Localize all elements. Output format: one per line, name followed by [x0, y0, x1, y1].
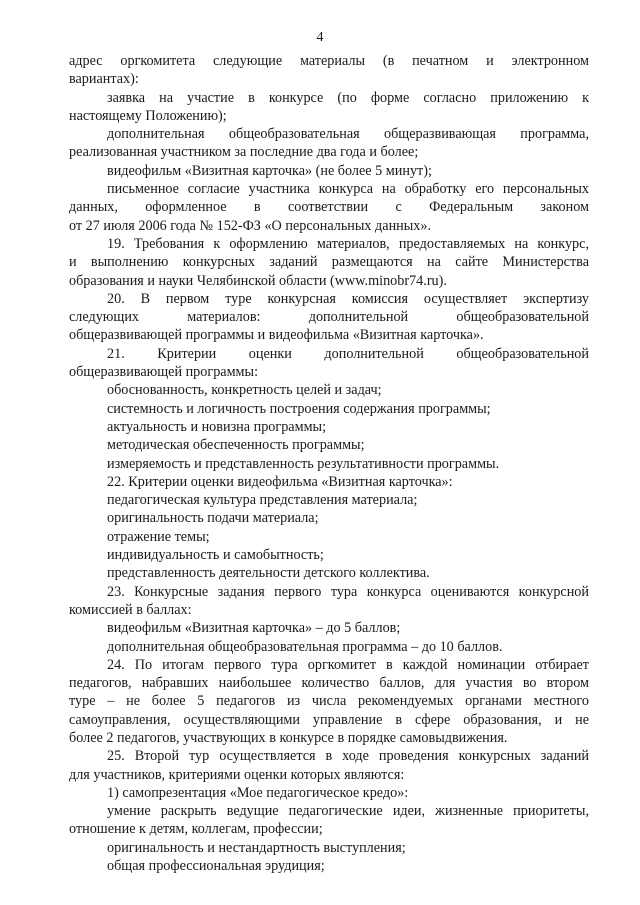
text-line: от 27 июля 2006 года № 152-ФЗ «О персональных данных». [69, 217, 432, 234]
text-line: для участников, критериями оценки которых являются: [69, 766, 405, 783]
text-line: самоуправления, осуществляющими управление в сфере образования, и не [69, 711, 589, 728]
text-line: комиссией в баллах: [69, 601, 192, 618]
text-line: общеразвивающей программы: [69, 364, 259, 381]
text-line: отражение темы; [107, 528, 210, 545]
text-line: настоящему Положению); [69, 107, 227, 124]
text-line: 23. Конкурсные задания первого тура конкурса оцениваются конкурсной [107, 583, 589, 600]
text-line: педагогическая культура представления материала; [107, 492, 418, 509]
text-line: 1) самопрезентация «Мое педагогическое кредо»: [107, 784, 409, 801]
text-line: видеофильм «Визитная карточка» (не более 5 минут); [107, 162, 432, 179]
text-line: системность и логичность построения содержания программы; [107, 400, 491, 417]
text-line: оригинальность подачи материала; [107, 510, 319, 527]
text-line: 24. По итогам первого тура оргкомитет в каждой номинации отбирает [107, 656, 589, 673]
text-line: данных, оформленное в соответствии с Федеральным законом [69, 199, 589, 216]
document-body [69, 52, 589, 875]
text-line: более 2 педагогов, участвующих в конкурсе в порядке самовыдвижения. [69, 729, 508, 746]
text-line: обоснованность, конкретность целей и задач; [107, 382, 382, 399]
text-line: 19. Требования к оформлению материалов, предоставляемых на конкурс, [107, 235, 589, 252]
text-line: педагогов, набравших наибольшее количество баллов, для участия во втором [69, 675, 589, 692]
text-line: оригинальность и нестандартность выступления; [107, 839, 406, 856]
text-line: умение раскрыть ведущие педагогические идеи, жизненные приоритеты, [107, 803, 589, 820]
text-line: индивидуальность и самобытность; [107, 547, 324, 564]
text-line: актуальность и новизна программы; [107, 418, 327, 435]
text-line: измеряемость и представленность результативности программы. [107, 455, 500, 472]
text-line: реализованная участником за последние два года и более; [69, 144, 419, 161]
text-line: заявка на участие в конкурсе (по форме согласно приложению к [107, 89, 589, 106]
page-number: 4 [316, 30, 324, 45]
text-line: и выполнению конкурсных заданий размещаются на сайте Министерства [69, 254, 589, 271]
text-line: 20. В первом туре конкурсная комиссия осуществляет экспертизу [107, 290, 589, 307]
text-line: общеразвивающей программы и видеофильма «Визитная карточка». [69, 327, 484, 344]
text-line: туре – не более 5 педагогов из числа рекомендуемых органами местного [69, 693, 589, 710]
text-line: видеофильм «Визитная карточка» – до 5 баллов; [107, 620, 401, 637]
text-line: представленность деятельности детского коллектива. [107, 565, 430, 582]
text-line: письменное согласие участника конкурса на обработку его персональных [107, 181, 589, 198]
text-line: 22. Критерии оценки видеофильма «Визитная карточка»: [107, 473, 453, 490]
text-line: вариантах): [69, 71, 139, 88]
text-line: дополнительная общеобразовательная программа – до 10 баллов. [107, 638, 503, 655]
text-line: методическая обеспеченность программы; [107, 437, 365, 454]
text-line: дополнительная общеобразовательная общеразвивающая программа, [107, 126, 589, 143]
text-line: следующих материалов: дополнительной общеобразовательной [69, 309, 589, 326]
text-line: отношение к детям, коллегам, профессии; [69, 821, 323, 838]
text-line: адрес оргкомитета следующие материалы (в печатном и электронном [69, 53, 589, 69]
text-line: 21. Критерии оценки дополнительной общеобразовательной [107, 345, 589, 362]
text-line: общая профессиональная эрудиция; [107, 858, 325, 875]
text-line: 25. Второй тур осуществляется в ходе проведения конкурсных заданий [107, 748, 589, 765]
text-line: образования и науки Челябинской области (www.minobr74.ru). [69, 272, 447, 289]
